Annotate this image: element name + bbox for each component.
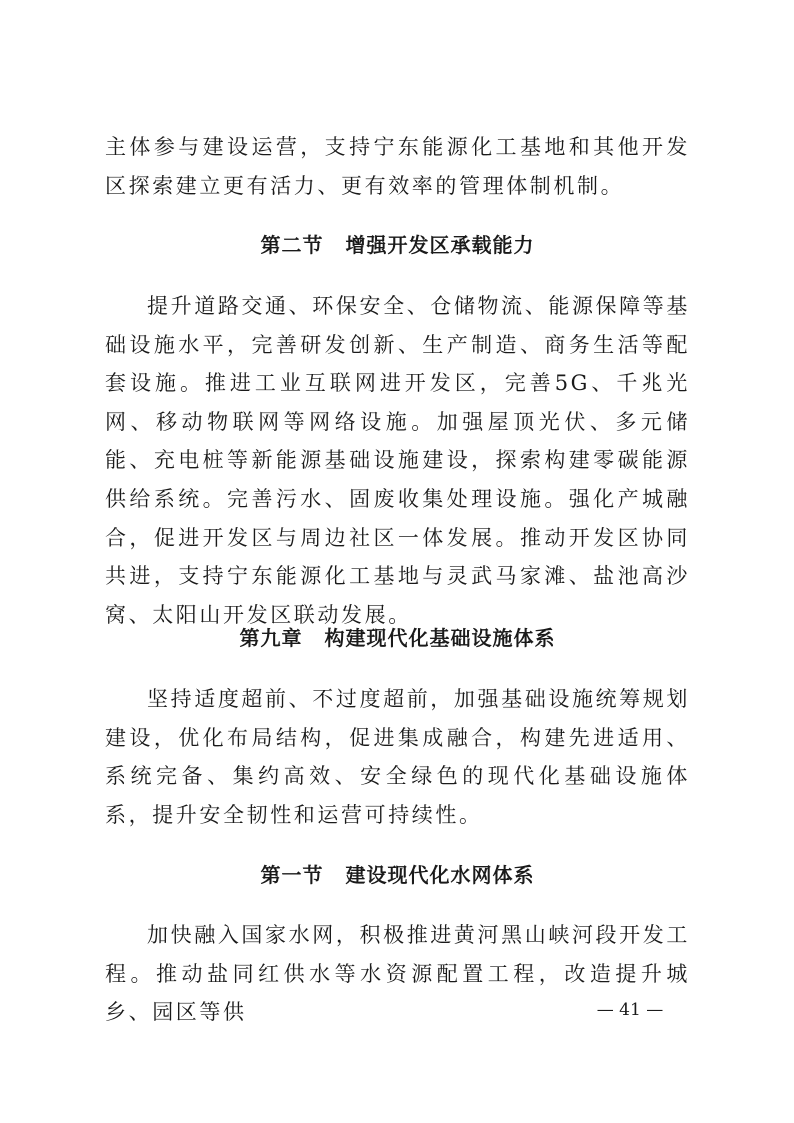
section-number: 第一节	[260, 863, 324, 887]
section-number: 第二节	[260, 233, 324, 257]
section-2-paragraph: 提升道路交通、环保安全、仓储物流、能源保障等基础设施水平，完善研发创新、生产制造、商务生活等配套设施。推进工业互联网进开发区，完善5G、千兆光网、移动物联网等网络设施。加强屋顶光伏、多元储能、充电桩等新能源基础设施建设，探索构建零碳能源供给系统。完善污水、固废收集处理设施。强化产城融合，促进开发区与周边社区一体发展。推动开发区协同共进，支持宁东能源化工基地与灵武马家滩、盐池高沙窝、太阳山开发区联动发展。	[105, 294, 690, 627]
section-heading-2	[105, 230, 690, 260]
page-number: — 41 —	[596, 1000, 664, 1020]
paragraph-continued: 主体参与建设运营，支持宁东能源化工基地和其他开发区探索建立更有活力、更有效率的管理体制机制。	[105, 135, 690, 198]
chapter-title: 构建现代化基础设施体系	[324, 626, 556, 650]
section-1-paragraph: 加快融入国家水网，积极推进黄河黑山峡河段开发工程。推动盐同红供水等水资源配置工程，改造提升城乡、园区等供	[105, 923, 690, 1025]
chapter-heading-9	[105, 623, 690, 653]
section-heading-1	[105, 860, 690, 890]
section-title: 增强开发区承载能力	[345, 233, 535, 257]
chapter-9-paragraph: 坚持适度超前、不过度超前，加强基础设施统筹规划建设，优化布局结构，促进集成融合，构建先进适用、系统完备、集约高效、安全绿色的现代化基础设施体系，提升安全韧性和运营可持续性。	[105, 687, 690, 827]
chapter-number: 第九章	[239, 626, 303, 650]
section-title: 建设现代化水网体系	[345, 863, 535, 887]
